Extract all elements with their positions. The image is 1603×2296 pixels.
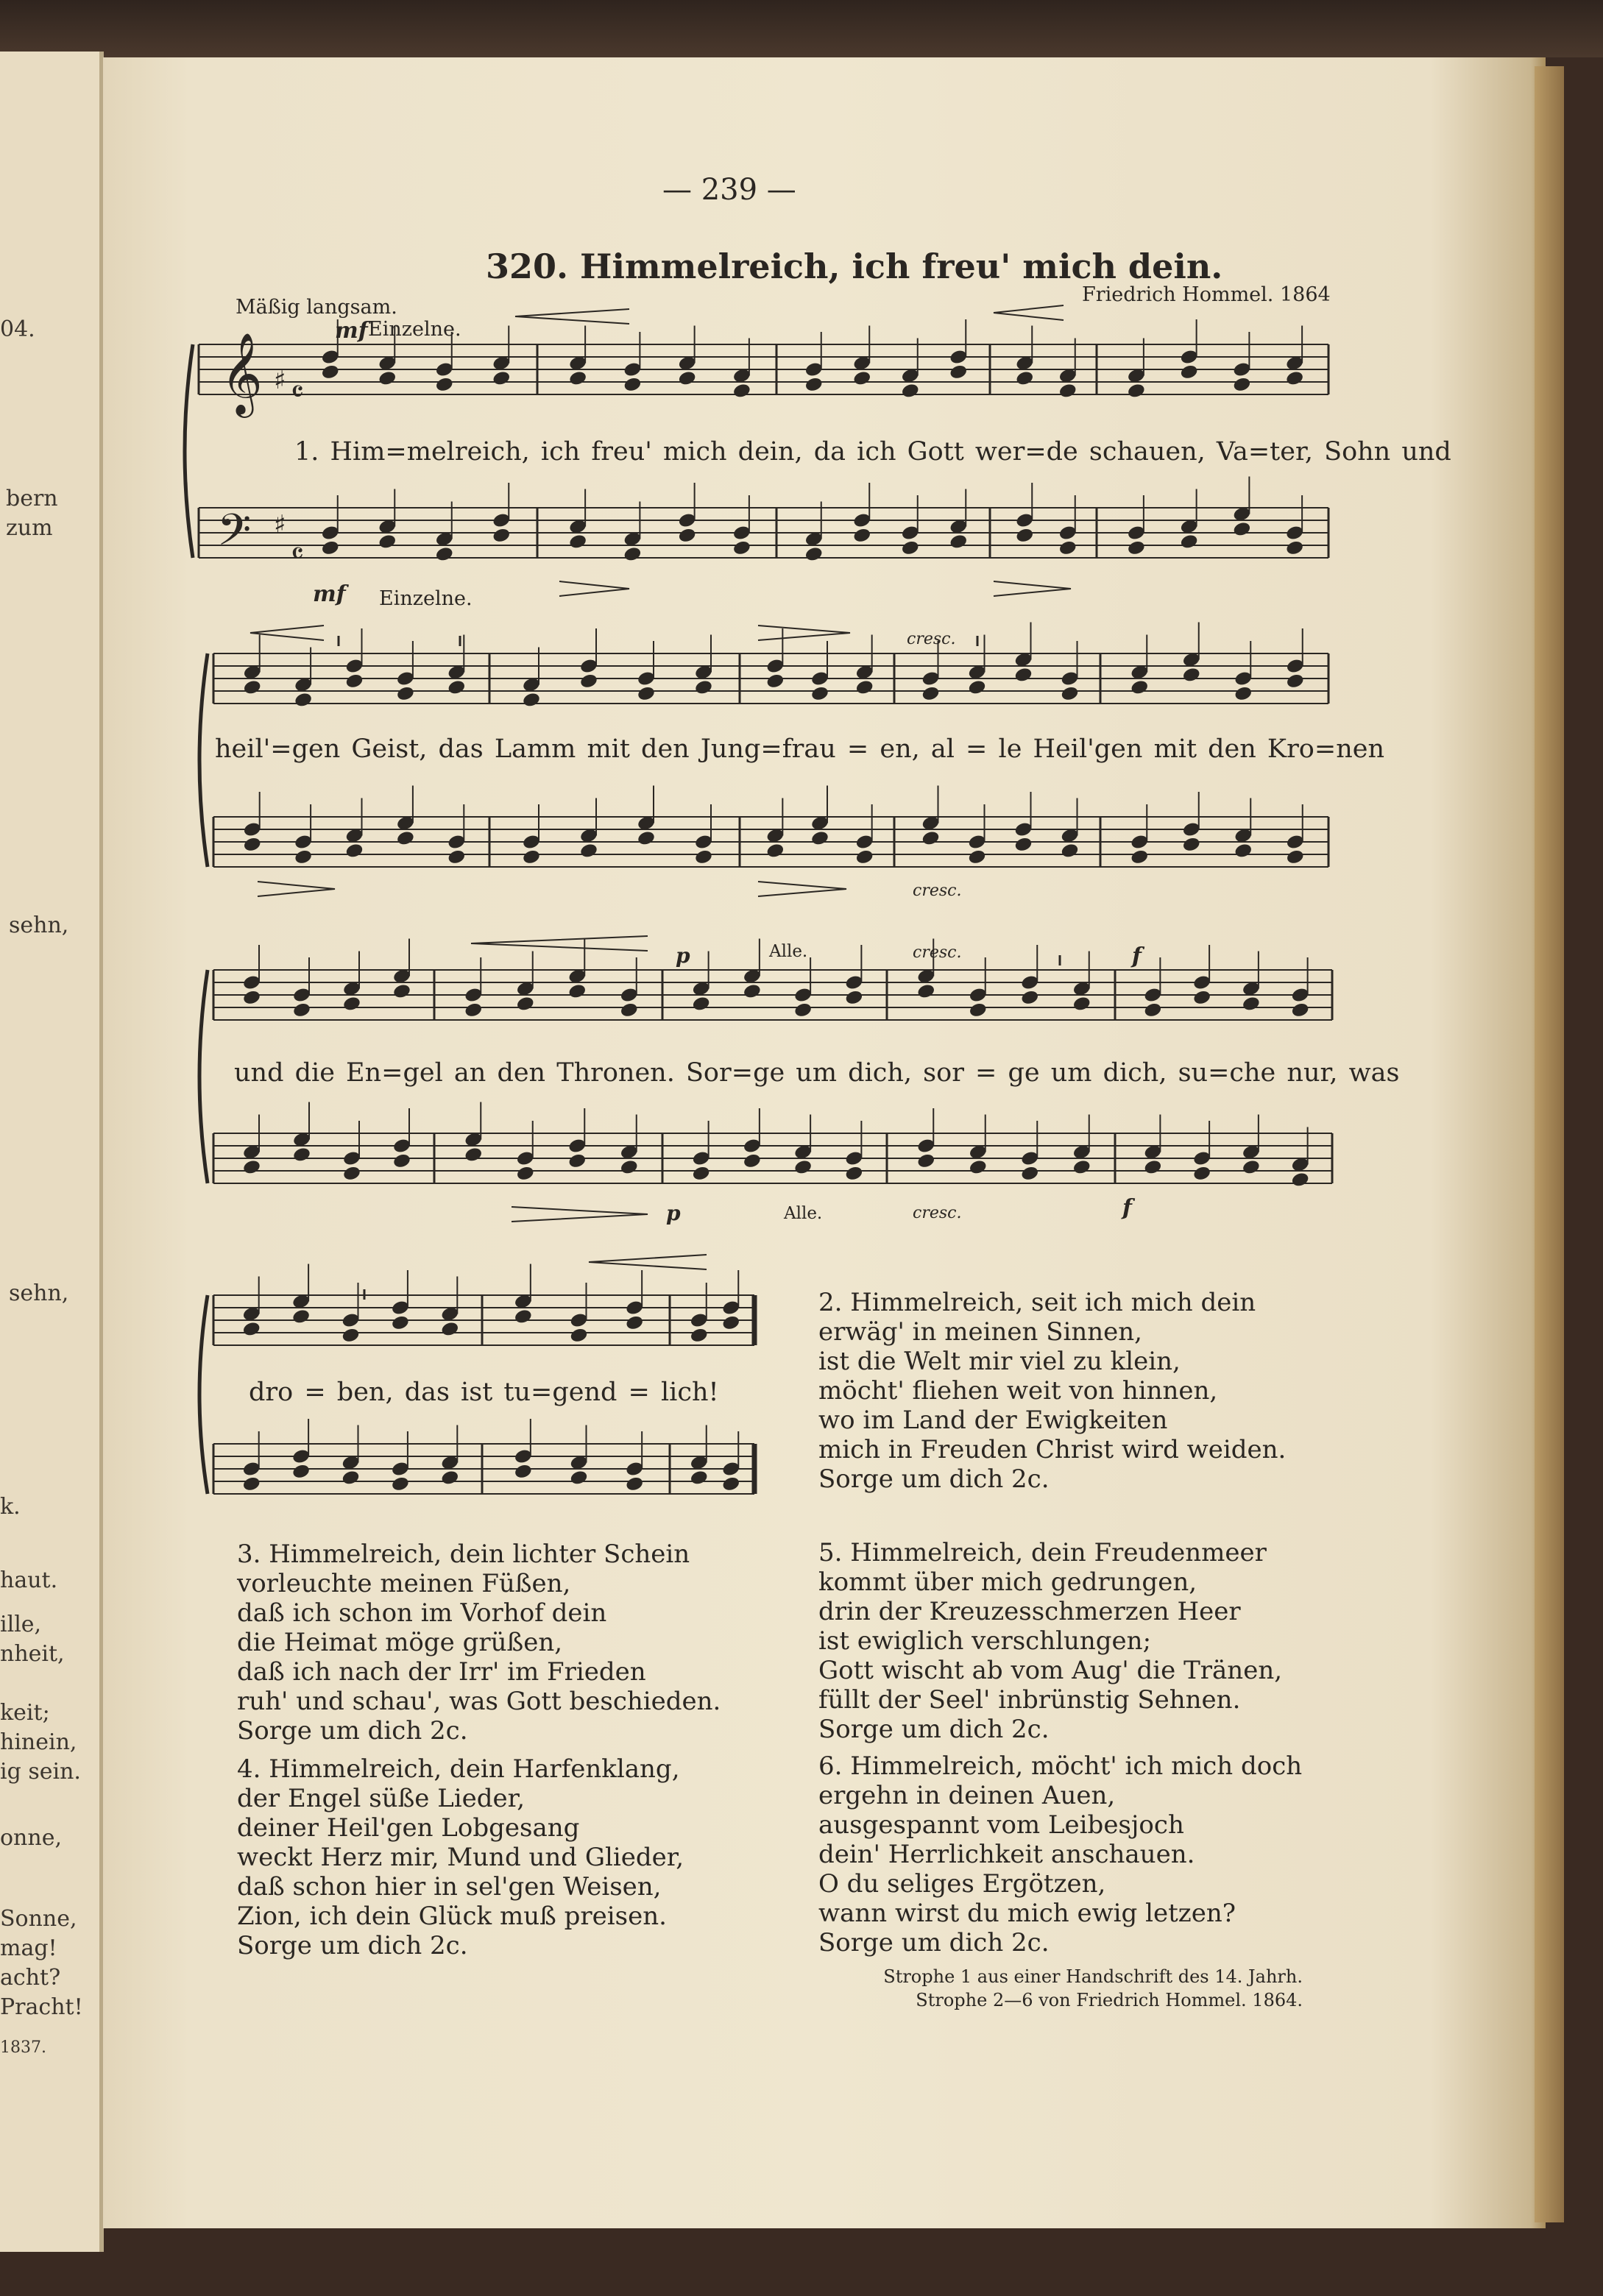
note-head xyxy=(492,527,511,544)
note-head xyxy=(855,679,874,696)
stanza-6: 6. Himmelreich, möcht' ich mich doch ergehn in deinen Auen, ausgespannt vom Leibesjoch dein' Herrlichkeit anschauen. O du seliges Ergötzen, wann wirst du mich ewig letzen? Sorge um dich 2c. xyxy=(818,1751,1303,1957)
margin-fragment: ille, xyxy=(0,1612,42,1637)
note-head xyxy=(916,1152,935,1169)
note-head xyxy=(1192,1165,1211,1182)
note-head xyxy=(392,1152,411,1169)
margin-fragment: Pracht! xyxy=(0,1994,83,2020)
hairpin xyxy=(758,626,850,640)
cresc-marking: cresc. xyxy=(913,1204,962,1222)
note-head xyxy=(793,1002,813,1018)
system-brace xyxy=(199,970,208,1183)
margin-fragment: mag! xyxy=(0,1935,57,1961)
tempo-marking: Mäßig langsam. xyxy=(236,296,397,319)
hairpin xyxy=(250,626,324,640)
einzelne-marking: Einzelne. xyxy=(368,318,461,341)
note-head xyxy=(292,1002,311,1018)
note-head xyxy=(690,1327,709,1344)
note-head xyxy=(637,685,656,702)
treble-clef-icon: 𝄞 xyxy=(221,332,263,414)
note-head xyxy=(242,1321,261,1338)
margin-fragment: acht? xyxy=(0,1965,61,1991)
composer-credit: Friedrich Hommel. 1864 xyxy=(1082,283,1331,306)
note-head xyxy=(810,830,829,847)
note-head xyxy=(447,679,466,696)
margin-fragment: zum xyxy=(6,515,53,541)
margin-fragment: keit; xyxy=(0,1700,50,1726)
note-head xyxy=(969,1159,988,1176)
note-head xyxy=(623,546,642,563)
note-head xyxy=(243,836,262,853)
note-head xyxy=(692,996,711,1013)
note-head xyxy=(435,546,454,563)
note-head xyxy=(341,1470,360,1487)
note-head xyxy=(1013,667,1033,684)
dynamic-mf: mf xyxy=(335,318,368,344)
lyric-line: dro = ben, das ist tu=gend = lich! xyxy=(249,1378,719,1407)
note-head xyxy=(1127,383,1146,400)
stanza-4: 4. Himmelreich, dein Harfenklang, der Engel süße Lieder, deiner Heil'gen Lobgesang weckt Herz mir, Mund und Glieder, daß schon hier in sel'gen Weisen, Zion, ich dein Glück muß preisen. Sorge um dich 2c. xyxy=(237,1754,684,1960)
note-head xyxy=(901,383,920,400)
dynamic-p: p xyxy=(676,943,690,968)
margin-fragment: sehn, xyxy=(9,913,69,938)
note-head xyxy=(321,364,340,380)
note-head xyxy=(765,843,785,860)
stanza-5: 5. Himmelreich, dein Freudenmeer kommt über mich gedrungen, drin der Kreuzesschmerzen Heer ist ewiglich verschlungen; Gott wischt ab vom Aug' die Tränen, füllt der Seel' inbrünstig Sehnen. Sorge um dich 2c. xyxy=(818,1538,1283,1744)
note-head xyxy=(743,983,762,1000)
note-head xyxy=(694,679,713,696)
note-head xyxy=(344,843,364,860)
note-head xyxy=(1130,848,1149,865)
note-head xyxy=(804,376,824,393)
note-head xyxy=(690,1470,709,1487)
note-head xyxy=(1180,364,1199,380)
system-brace xyxy=(185,344,193,558)
hairpin xyxy=(258,882,335,896)
margin-fragment: haut. xyxy=(0,1567,58,1593)
note-head xyxy=(852,370,871,387)
dynamic-f: f xyxy=(1132,943,1142,969)
key-signature-sharp: ♯ xyxy=(274,366,286,395)
note-head xyxy=(440,1321,459,1338)
note-head xyxy=(969,1002,988,1018)
lyric-line: und die En=gel an den Thronen. Sor=ge um dich, sor = ge um dich, su=che nur, was xyxy=(234,1058,1400,1088)
note-head xyxy=(568,370,587,387)
stanza-3: 3. Himmelreich, dein lichter Schein vorleuchte meinen Füßen, daß ich schon im Vorhof dein die Heimat möge grüßen, daß ich nach der Irr' im Frieden ruh' und schau', was Gott beschieden. Sorge um dich 2c. xyxy=(237,1539,721,1746)
page-number: — 239 — xyxy=(662,173,796,207)
note-head xyxy=(378,534,397,550)
hairpin xyxy=(994,305,1064,320)
note-head xyxy=(1143,1002,1162,1018)
note-head xyxy=(522,848,541,865)
note-head xyxy=(464,1147,483,1163)
cresc-marking: cresc. xyxy=(913,943,962,962)
note-head xyxy=(292,1147,311,1163)
note-head xyxy=(291,1308,311,1325)
note-head xyxy=(844,989,863,1006)
note-head xyxy=(294,848,313,865)
note-head xyxy=(522,692,541,709)
hairpin xyxy=(758,882,846,896)
note-head xyxy=(921,830,940,847)
note-head xyxy=(1286,673,1305,690)
margin-fragment: sehn, xyxy=(9,1280,69,1306)
note-head xyxy=(1182,836,1201,853)
note-head xyxy=(1286,848,1305,865)
margin-fragment: 04. xyxy=(0,316,35,342)
dynamic-mf: mf xyxy=(313,581,346,607)
note-head xyxy=(1058,383,1077,400)
note-head xyxy=(694,848,713,865)
hairpin xyxy=(994,581,1071,596)
note-head xyxy=(1072,996,1091,1013)
note-head xyxy=(568,534,587,550)
note-head xyxy=(294,692,313,709)
note-head xyxy=(793,1159,813,1176)
note-head xyxy=(242,989,261,1006)
system-brace xyxy=(199,653,208,867)
margin-fragment: k. xyxy=(0,1494,21,1520)
margin-fragment: hinein, xyxy=(0,1729,77,1755)
hairpin xyxy=(515,309,629,324)
note-head xyxy=(1020,1165,1039,1182)
margin-fragment: onne, xyxy=(0,1825,62,1851)
note-head xyxy=(637,830,656,847)
note-head xyxy=(1015,370,1034,387)
hairpin xyxy=(589,1255,707,1269)
note-head xyxy=(492,370,511,387)
note-head xyxy=(378,370,397,387)
margin-fragment: Sonne, xyxy=(0,1906,77,1932)
note-head xyxy=(447,848,466,865)
note-head xyxy=(579,673,598,690)
note-head xyxy=(396,685,415,702)
note-head xyxy=(921,685,940,702)
note-head xyxy=(464,1002,483,1018)
note-head xyxy=(569,1327,588,1344)
note-head xyxy=(625,1314,644,1331)
note-head xyxy=(1242,1159,1261,1176)
note-head xyxy=(1143,1159,1162,1176)
note-head xyxy=(1127,539,1146,556)
note-head xyxy=(721,1475,740,1492)
hairpin xyxy=(471,936,648,951)
note-head xyxy=(1060,685,1079,702)
note-head xyxy=(440,1470,459,1487)
note-head xyxy=(967,679,986,696)
note-head xyxy=(901,539,920,556)
note-head xyxy=(1182,667,1201,684)
note-head xyxy=(344,673,364,690)
dynamic-f: f xyxy=(1122,1195,1132,1221)
note-head xyxy=(1058,539,1077,556)
note-head xyxy=(620,1159,639,1176)
note-head xyxy=(1013,836,1033,853)
note-head xyxy=(804,546,824,563)
note-head xyxy=(516,1165,535,1182)
lyric-line: 1. Him=melreich, ich freu' mich dein, da ich Gott wer=de schauen, Va=ter, Sohn und xyxy=(294,437,1451,467)
note-head xyxy=(291,1463,311,1480)
system-brace xyxy=(199,1295,208,1494)
cresc-marking: cresc. xyxy=(913,882,962,900)
note-head xyxy=(1020,989,1039,1006)
note-head xyxy=(1234,685,1253,702)
note-head xyxy=(949,534,968,550)
note-head xyxy=(514,1308,533,1325)
note-head xyxy=(678,527,697,544)
note-head xyxy=(743,1152,762,1169)
note-head xyxy=(569,1470,588,1487)
note-head xyxy=(435,376,454,393)
note-head xyxy=(321,539,340,556)
note-head xyxy=(1192,989,1211,1006)
note-head xyxy=(732,383,751,400)
note-head xyxy=(516,996,535,1013)
note-head xyxy=(1234,843,1253,860)
note-head xyxy=(514,1463,533,1480)
note-head xyxy=(765,673,785,690)
note-head xyxy=(242,1475,261,1492)
note-head xyxy=(1232,521,1251,538)
alle-marking: Alle. xyxy=(769,942,808,961)
note-head xyxy=(692,1165,711,1182)
credit-line: Strophe 2—6 von Friedrich Hommel. 1864. xyxy=(916,1990,1303,2010)
note-head xyxy=(391,1475,410,1492)
note-head xyxy=(967,848,986,865)
margin-fragment: bern xyxy=(6,486,58,511)
note-head xyxy=(1291,1172,1310,1188)
hymn-title: 320. Himmelreich, ich freu' mich dein. xyxy=(486,247,1223,286)
note-head xyxy=(1285,539,1304,556)
note-head xyxy=(625,1475,644,1492)
note-head xyxy=(1180,534,1199,550)
note-head xyxy=(341,1327,360,1344)
dynamic-p: p xyxy=(666,1201,681,1225)
note-head xyxy=(855,848,874,865)
note-head xyxy=(242,1159,261,1176)
note-head xyxy=(342,996,361,1013)
stanza-2: 2. Himmelreich, seit ich mich dein erwäg' in meinen Sinnen, ist die Welt mir viel zu klein, möcht' fliehen weit von hinnen, wo im Land der Ewigkeiten mich in Freuden Christ wird weiden. Sorge um dich 2c. xyxy=(818,1288,1287,1494)
note-head xyxy=(1232,376,1251,393)
note-head xyxy=(620,1002,639,1018)
key-signature-sharp: ♯ xyxy=(274,510,286,539)
note-head xyxy=(579,843,598,860)
time-signature: 𝄴 xyxy=(291,375,304,409)
note-head xyxy=(732,539,751,556)
note-head xyxy=(949,364,968,380)
note-head xyxy=(1130,679,1149,696)
bass-clef-icon: 𝄢 xyxy=(217,504,252,566)
margin-fragment: nheit, xyxy=(0,1641,65,1667)
note-head xyxy=(1060,843,1079,860)
alle-marking: Alle. xyxy=(784,1204,823,1223)
note-head xyxy=(396,830,415,847)
note-head xyxy=(392,983,411,1000)
note-head xyxy=(1291,1002,1310,1018)
note-head xyxy=(721,1314,740,1331)
credit-line: Strophe 1 aus einer Handschrift des 14. Jahrh. xyxy=(883,1966,1303,1987)
note-head xyxy=(342,1165,361,1182)
hairpin xyxy=(559,581,629,596)
hairpin xyxy=(512,1207,648,1222)
note-head xyxy=(678,370,697,387)
note-head xyxy=(852,527,871,544)
note-head xyxy=(1015,527,1034,544)
note-head xyxy=(1072,1159,1091,1176)
note-head xyxy=(567,1152,587,1169)
note-head xyxy=(391,1314,410,1331)
note-head xyxy=(1242,996,1261,1013)
note-head xyxy=(844,1165,863,1182)
note-head xyxy=(810,685,829,702)
margin-fragment: ig sein. xyxy=(0,1759,81,1785)
text-credits xyxy=(846,1965,1303,2012)
einzelne-marking: Einzelne. xyxy=(379,587,473,610)
time-signature: 𝄴 xyxy=(291,537,304,571)
note-head xyxy=(1285,370,1304,387)
note-head xyxy=(916,983,935,1000)
note-head xyxy=(243,679,262,696)
margin-fragment: 1837. xyxy=(0,2038,46,2057)
note-head xyxy=(623,376,642,393)
note-head xyxy=(567,983,587,1000)
cresc-marking: cresc. xyxy=(907,630,956,648)
lyric-line: heil'=gen Geist, das Lamm mit den Jung=frau = en, al = le Heil'gen mit den Kro=nen xyxy=(215,734,1384,764)
